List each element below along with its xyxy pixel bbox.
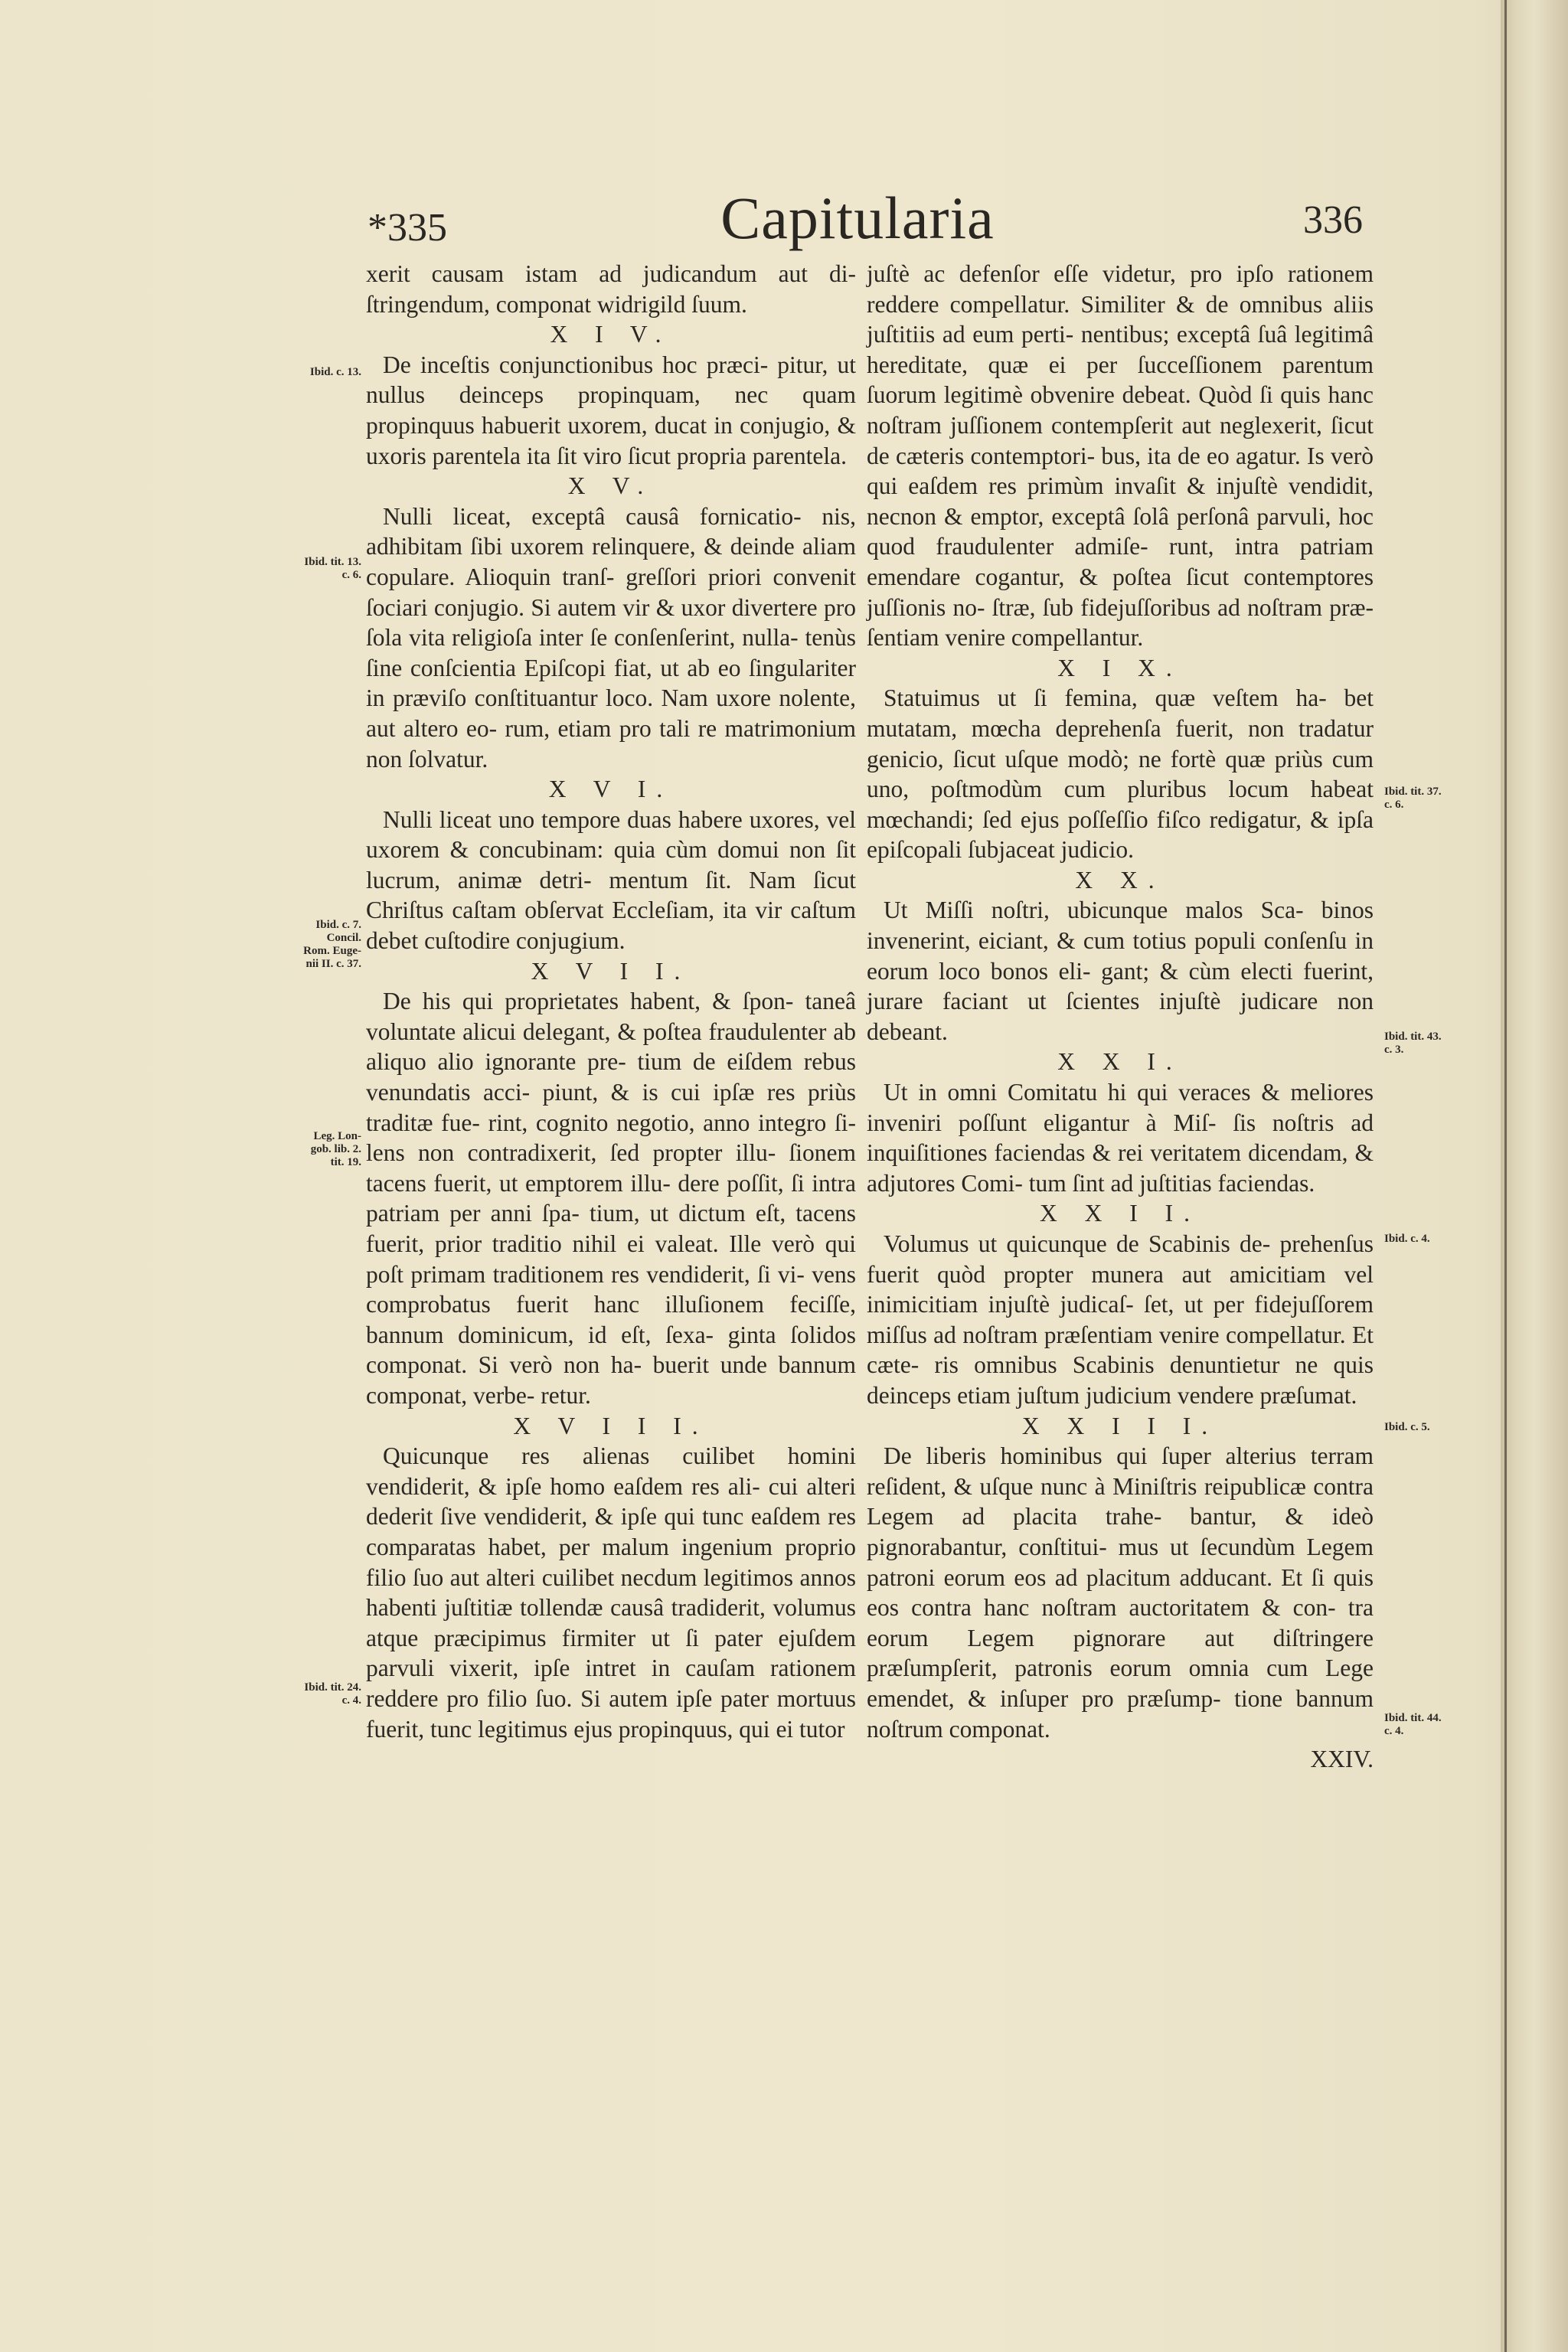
paragraph-14: De inceſtis conjunctionibus hoc præci- pitur, ut nullus deinceps propinquam, nec quam propinquus habuerit uxorem, ducat in conjugio, & uxoris parentela ita ſit viro ſicut propria parentela.: [366, 351, 856, 469]
chapter-heading-23: X X I I I.: [1021, 1412, 1219, 1439]
margin-note-line: Ibid. tit. 44.: [1384, 1712, 1442, 1724]
page-number-left: *335: [368, 206, 447, 250]
margin-note-ch16: [247, 919, 361, 971]
margin-note-ch21: [1384, 1233, 1491, 1246]
running-title: Capitularia: [720, 185, 995, 251]
paragraph-18: Quicunque res alienas cuilibet homini vendiderit, & ipſe homo eaſdem res ali- cui alteri dederit ſive vendiderit, & ipſe qui tunc eaſdem res comparatas habet, per malum ingenium proprio filio ſuo aut alteri cuilibet necdum legitimos annos habenti juſtitiæ tollendæ causâ tradiderit, volumus atque præcipimus firmiter ut ſi pater ejuſdem parvuli vixerit, ipſe intret in cauſam rationem reddere pro filio ſuo. Si autem ipſe pater mortuus fuerit, tunc legitimus ejus propinquus, qui ei tutor: [366, 1442, 856, 1743]
margin-note-line: nii II. c. 37.: [305, 958, 361, 970]
margin-note-line: c. 4.: [341, 1694, 361, 1707]
margin-note-line: gob. lib. 2.: [310, 1143, 361, 1155]
margin-note-line: Leg. Lon-: [313, 1130, 361, 1142]
margin-note-line: c. 6.: [341, 569, 361, 581]
chapter-heading-19: X I X.: [1057, 654, 1183, 681]
chapter-heading-22: X X I I.: [1040, 1200, 1200, 1227]
paragraph-continued-right: juſtè ac defenſor eſſe videtur, pro ipſo rationem reddere compellatur. Similiter & de omnibus aliis juſtitiis ad eum perti- nentibus; exceptâ ſuâ legitimâ hereditate, quæ ei per ſucceſſionem parentum ſuorum legitimè obvenire debeat. Quòd ſi quis hanc noſtram juſſionem contempſerit aut neglexerit, ſicut de cæteris contemptori- bus, ita de eo agatur. Is verò qui eaſdem res primùm invaſit & injuſtè vendidit, necnon & emptor, exceptâ ſolâ perſonâ parvuli, hoc quod fraudulenter admiſe- runt, intra patriam emendare cogantur, & poſtea ſicut contemptores juſſionis no- ſtræ, ſub fidejuſſoribus ad noſtram præ- ſentiam venire compellantur.: [867, 260, 1374, 652]
paragraph-21: Ut in omni Comitatu hi qui veraces & meliores inveniri poſſunt eligantur à Miſ- ſis noſtris ad inquiſitiones faciendas & rei veritatem dicendam, & adjutores Comi- tum ſint ad juſtitias faciendas.: [867, 1079, 1374, 1197]
margin-note-line: c. 4.: [1384, 1725, 1404, 1737]
margin-note-ch14: [247, 366, 361, 379]
margin-note-ch19: [1384, 786, 1491, 812]
chapter-heading-18: X V I I I.: [513, 1412, 709, 1439]
margin-note-line: Ibid. tit. 43.: [1384, 1031, 1442, 1043]
margin-note-ch22: [1384, 1421, 1491, 1434]
margin-note-line: Ibid. c. 7.: [315, 919, 361, 931]
paragraph-20: Ut Miſſi noſtri, ubicunque malos Sca- binos invenerint, eiciant, & cum totius populi conſenſu in eorum loco bonos eli- gant; & cùm electi fuerint, jurare faciant ut ſcientes injuſtè judicare non debeant.: [867, 897, 1374, 1045]
margin-note-line: tit. 19.: [330, 1156, 361, 1168]
paragraph-17: De his qui proprietates habent, & ſpon- taneâ voluntate alicui delegant, & poſtea fraudulenter ab aliquo alio ignorante pre- tium de eiſdem rebus venundatis acci- piunt, & is cui ipſæ res priùs traditæ fue- rint, cognito negotio, anno integro ſi- lens non contradixerit, ſed propter illu- ſionem tacens fuerit, ut emptorem illu- dere poſſit, ſi intra patriam per anni ſpa- tium, ut dictum eſt, tacens fuerit, prior traditio nihil ei valeat. Ille verò qui poſt primam traditionem res vendiderit, ſi vi- vens comprobatus fuerit hanc illuſionem feciſſe, bannum dominicum, id eſt, ſexa- ginta ſolidos componat. Si verò non ha- buerit unde bannum componat, verbe- retur.: [366, 988, 856, 1409]
margin-note-line: Ibid. c. 5.: [1384, 1421, 1430, 1433]
margin-note-line: Ibid. tit. 37.: [1384, 786, 1442, 798]
chapter-heading-17: X V I I.: [531, 957, 691, 985]
paragraph-19: Statuimus ut ſi femina, quæ veſtem ha- bet mutatam, mœcha deprehenſa fuerit, non tradatur genicio, ſicut uſque modò; ne fortè quæ priùs cum uno, poſtmodùm cum pluribus locum habeat mœchandi; ſed ejus poſſeſſio fiſco redigatur, & ipſa epiſcopali ſubjaceat judicio.: [867, 684, 1374, 864]
margin-note-line: Ibid. tit. 24.: [304, 1681, 361, 1694]
paragraph-15: Nulli liceat, exceptâ causâ fornicatio- nis, adhibitam ſibi uxorem relinquere, & deinde aliam copulare. Alioquin tranſ- greſſori priori convenit ſociari conjugio. Si autem vir & uxor divertere pro ſola vita religioſa inter ſe conſenſerint, nulla- tenùs ſine conſcientia Epiſcopi fiat, ut ab eo ſingulariter in præviſo conſtituantur loco. Nam uxore nolente, aut altero eo- rum, etiam pro tali re matrimonium non ſolvatur.: [366, 502, 856, 773]
chapter-heading-20: X X.: [1075, 866, 1165, 893]
chapter-heading-15: X V.: [567, 472, 655, 500]
margin-note-ch23: [1384, 1712, 1491, 1738]
left-column: [366, 259, 856, 2066]
paragraph-23: De liberis hominibus qui ſuper alterius terram reſident, & uſque nunc à Miniſtris reipublicæ contra Legem ad placita trahe- bantur, & ideò pignorabantur, conſtitui- mus ut ſecundùm Legem patroni eorum eos ad placitum adducant. Et ſi quis eos contra hanc noſtram auctoritatem & con- tra eorum Legem pignorare aut diſtringere præſumpſerit, patronis eorum omnia cum Lege emendet, & inſuper pro præſump- tione bannum noſtrum componat.: [867, 1442, 1374, 1743]
chapter-heading-21: X X I.: [1057, 1048, 1183, 1076]
chapter-heading-14: X I V.: [550, 321, 672, 348]
margin-note-ch20: [1384, 1031, 1491, 1057]
margin-note-line: Ibid. tit. 13.: [304, 556, 361, 568]
margin-note-line: c. 6.: [1384, 799, 1404, 811]
chapter-heading-16: X V I.: [548, 776, 674, 803]
margin-note-ch18: [247, 1681, 361, 1707]
margin-note-line: Concil.: [326, 932, 361, 944]
margin-note-ch15: [247, 556, 361, 582]
paragraph-16: Nulli liceat uno tempore duas habere uxores, vel uxorem & concubinam: quia cùm domui non ſit lucrum, animæ detri- mentum ſit. Nam ſicut Chriſtus caſtam obſervat Eccleſiam, ita vir caſtum debet cuſtodire conjugium.: [366, 805, 856, 955]
margin-note-line: Ibid. c. 13.: [309, 366, 361, 378]
margin-note-line: c. 3.: [1384, 1044, 1404, 1056]
catchword: XXIV.: [1310, 1746, 1374, 1773]
margin-note-line: Rom. Euge-: [303, 945, 361, 957]
margin-note-line: Ibid. c. 4.: [1384, 1233, 1430, 1245]
page-header: [352, 184, 1363, 260]
book-gutter: [1501, 0, 1568, 2352]
paragraph-continued: xerit causam istam ad judicandum aut di- ſtringendum, componat widrigild ſuum.: [366, 260, 856, 318]
right-column: [867, 259, 1374, 2066]
margin-note-ch17: [247, 1130, 361, 1169]
gutter-fold-line: [1504, 0, 1507, 2352]
paragraph-22: Volumus ut quicunque de Scabinis de- prehenſus fuerit quòd propter munera aut amicitiam vel inimicitiam injuſtè judicaſ- ſet, ut per fidejuſſorem miſſus ad noſtram præſentiam venire compellatur. Et cæte- ris omnibus Scabinis denuntietur ne quis deinceps etiam juſtum judicium vendere præſumat.: [867, 1230, 1374, 1409]
page-number-right: 336: [1303, 198, 1363, 242]
